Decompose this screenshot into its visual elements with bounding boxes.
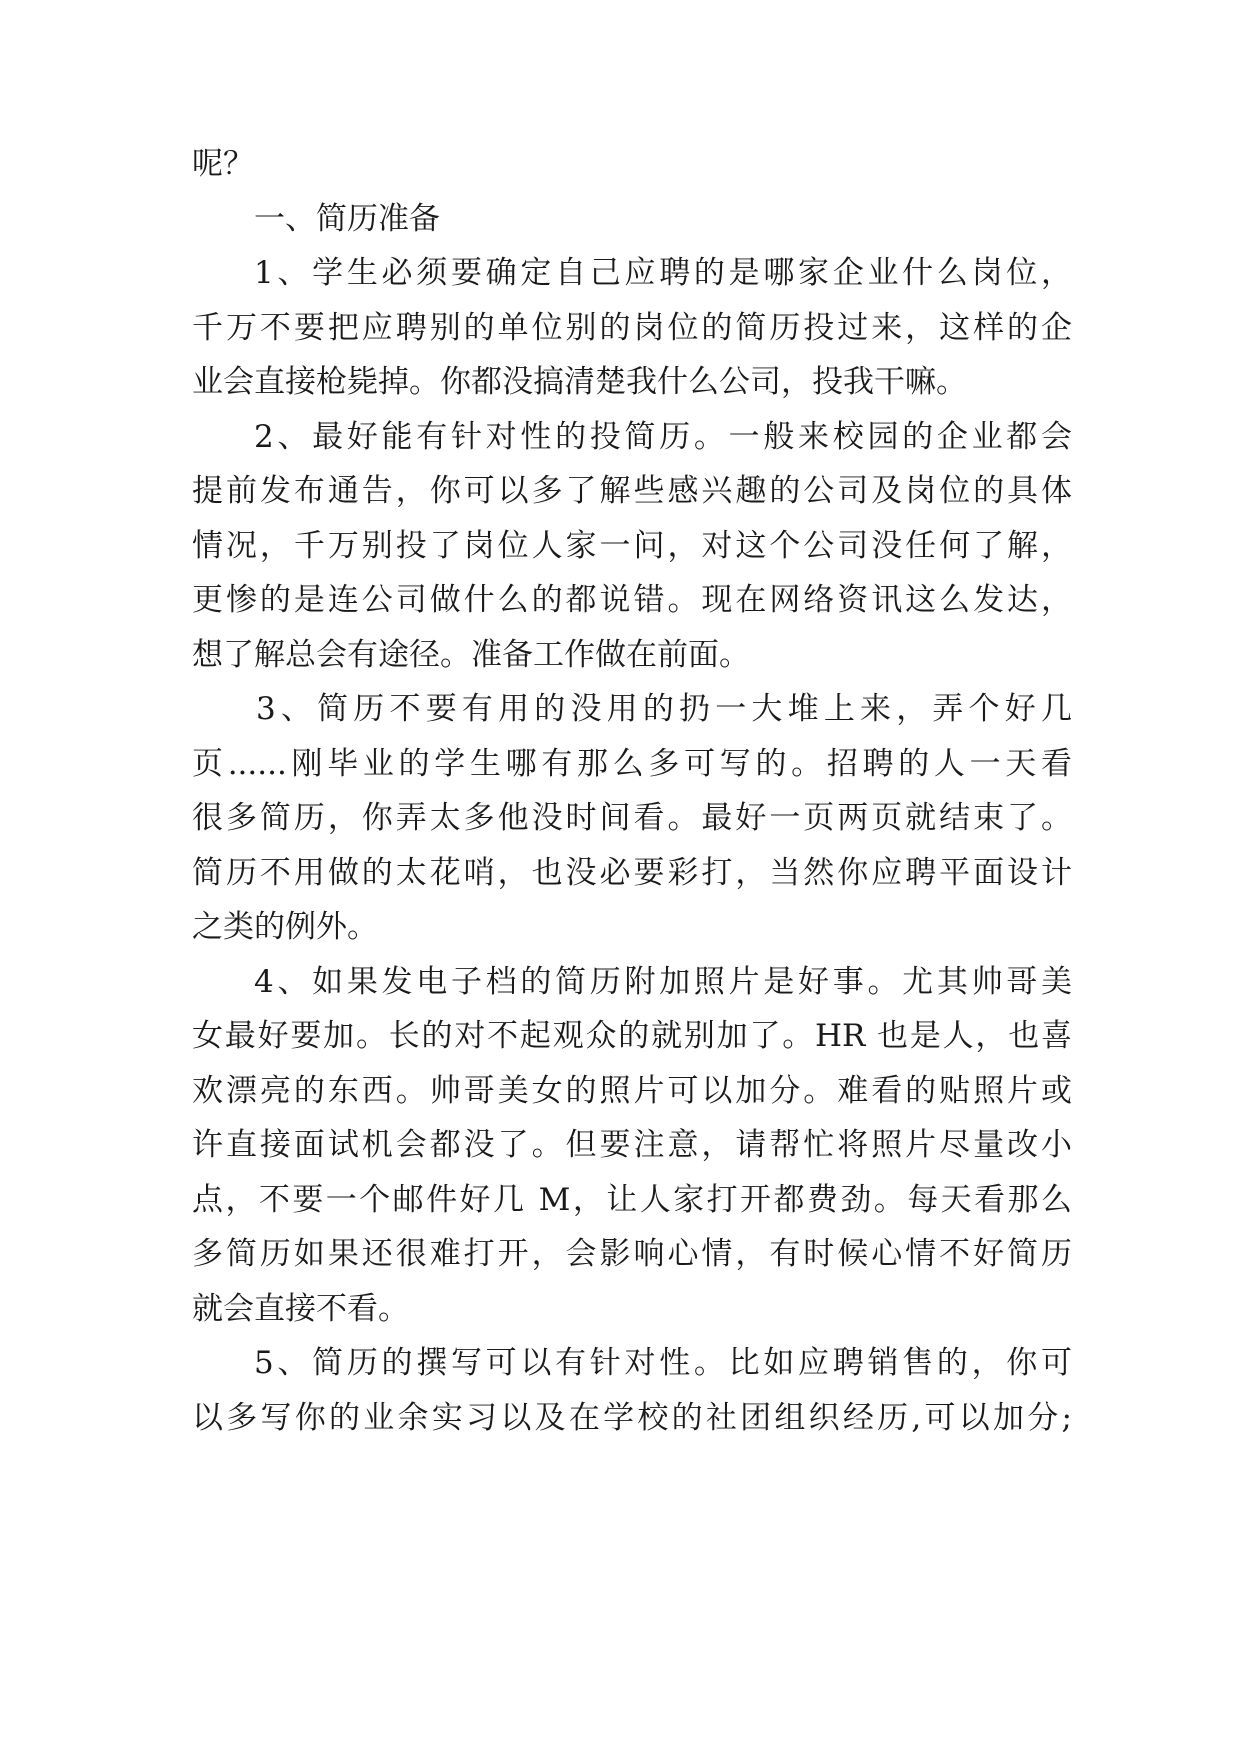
text-line: 3、简历不要有用的没用的扔一大堆上来，弄个好几 [256, 691, 1072, 727]
text-line: 页......刚毕业的学生哪有那么多可写的。招聘的人一天看 [192, 746, 1072, 782]
text-line: 更惨的是连公司做什么的都说错。现在网络资讯这么发达， [192, 582, 1072, 618]
text-line: 之类的例外。 [192, 909, 378, 945]
text-line: 简历不用做的太花哨，也没必要彩打，当然你应聘平面设计 [192, 855, 1072, 891]
text-line: 就会直接不看。 [192, 1291, 409, 1327]
text-line: 欢漂亮的东西。帅哥美女的照片可以加分。难看的贴照片或 [192, 1073, 1072, 1109]
text-line: 千万不要把应聘别的单位别的岗位的简历投过来，这样的企 [192, 310, 1072, 346]
text-line: 点，不要一个邮件好几 M，让人家打开都费劲。每天看那么 [192, 1182, 1072, 1218]
text-line: 情况，千万别投了岗位人家一问，对这个公司没任何了解， [192, 528, 1072, 564]
text-line: 2、最好能有针对性的投简历。一般来校园的企业都会 [254, 419, 1072, 455]
text-line: 业会直接枪毙掉。你都没搞清楚我什么公司，投我干嘛。 [192, 364, 967, 400]
text-line: 以多写你的业余实习以及在学校的社团组织经历,可以加分; [192, 1400, 1072, 1436]
text-line: 女最好要加。长的对不起观众的就别加了。HR 也是人，也喜 [192, 1018, 1072, 1054]
text-line: 1、学生必须要确定自己应聘的是哪家企业什么岗位， [254, 255, 1072, 291]
text-line: 想了解总会有途径。准备工作做在前面。 [192, 637, 750, 673]
section-heading: 一、简历准备 [254, 201, 440, 237]
text-line: 5、简历的撰写可以有针对性。比如应聘销售的，你可 [254, 1345, 1072, 1381]
text-line: 很多简历，你弄太多他没时间看。最好一页两页就结束了。 [192, 800, 1072, 836]
text-line: 4、如果发电子档的简历附加照片是好事。尤其帅哥美 [254, 964, 1072, 1000]
text-line: 呢？ [192, 146, 254, 182]
text-line: 许直接面试机会都没了。但要注意，请帮忙将照片尽量改小 [192, 1127, 1072, 1163]
text-line: 多简历如果还很难打开，会影响心情，有时候心情不好简历 [192, 1236, 1072, 1272]
text-line: 提前发布通告，你可以多了解些感兴趣的公司及岗位的具体 [192, 473, 1072, 509]
